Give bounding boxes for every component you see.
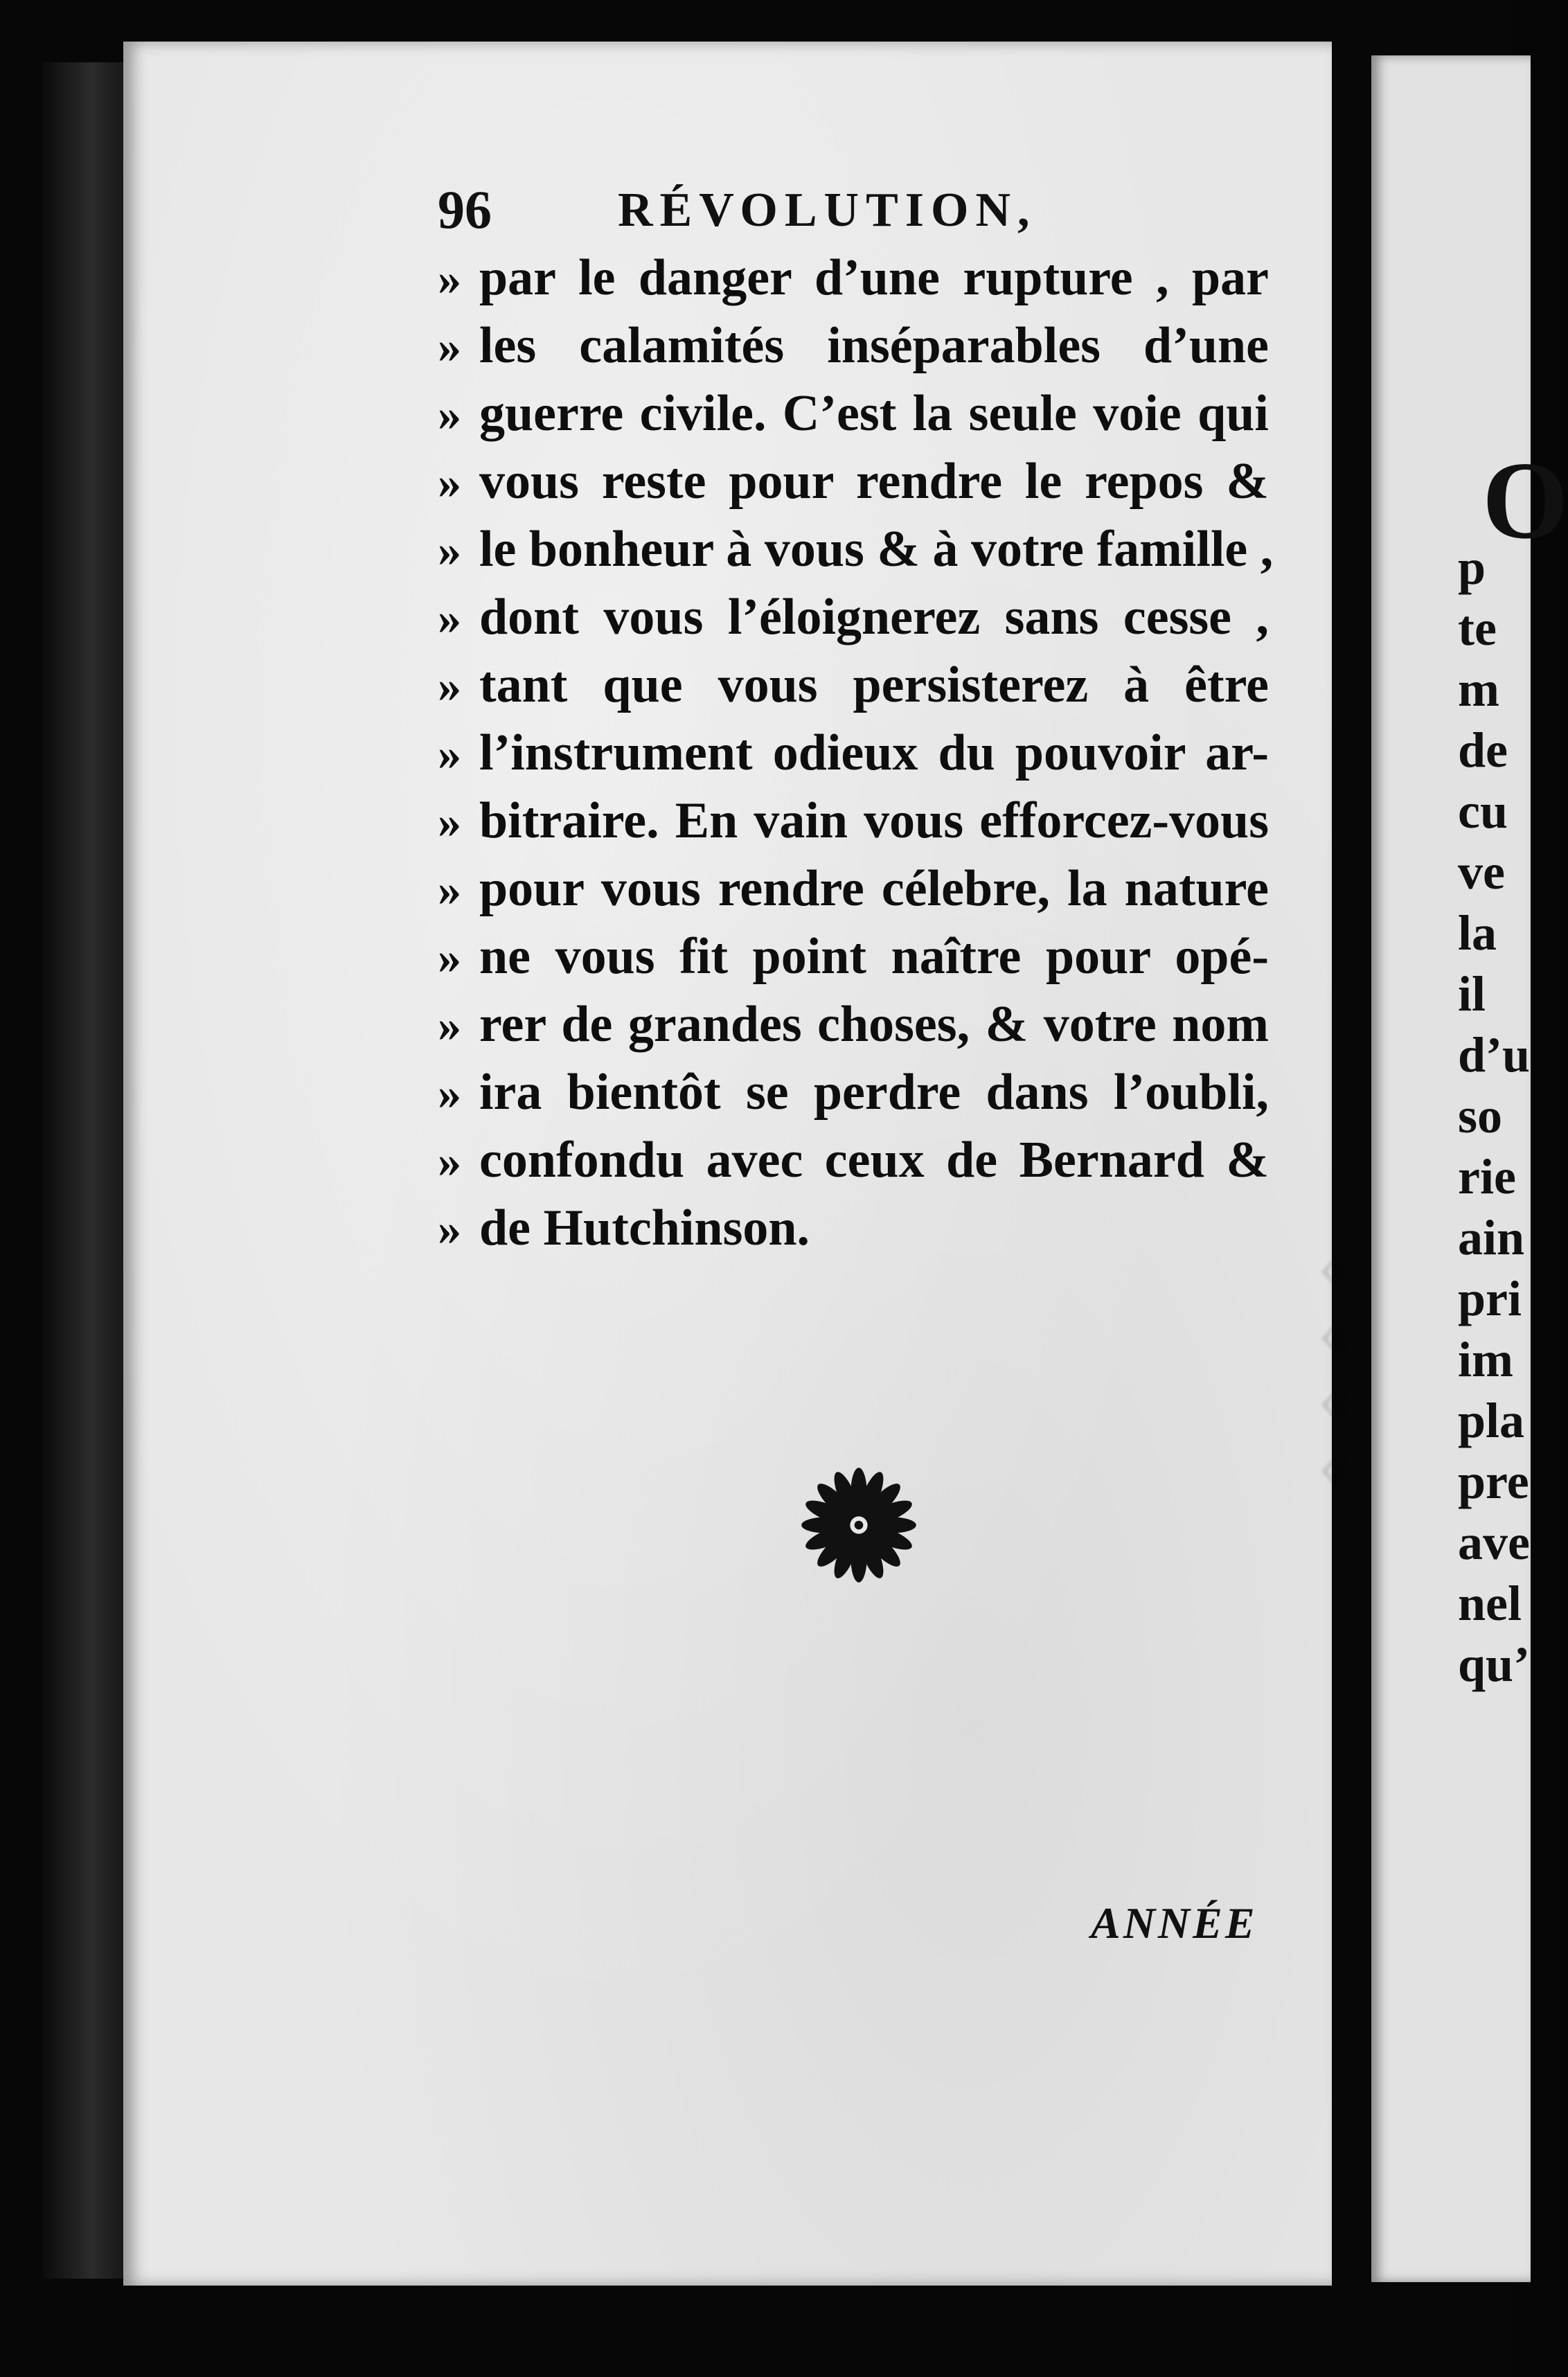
line-text: le bonheur à vous & à votre famille , xyxy=(479,521,1274,578)
text-line xyxy=(438,312,1269,380)
text-line xyxy=(438,855,1269,923)
line-text: guerre civile. C’est la seule voie qui xyxy=(479,385,1269,442)
guillemet-mark: » xyxy=(438,1067,461,1119)
facing-line-fragment: la xyxy=(1458,905,1497,961)
text-line xyxy=(438,1126,1269,1194)
guillemet-mark: » xyxy=(438,999,461,1051)
text-line xyxy=(438,583,1269,651)
text-line xyxy=(438,719,1269,787)
guillemet-mark: » xyxy=(438,727,461,780)
guillemet-mark: » xyxy=(438,456,461,508)
text-line xyxy=(438,1058,1269,1126)
facing-line-fragment: de xyxy=(1458,722,1508,778)
line-text: vous reste pour rendre le repos & xyxy=(479,453,1269,510)
line-text: les calamités inséparables d’une xyxy=(479,317,1269,374)
facing-page-text xyxy=(1458,537,1530,1695)
guillemet-mark: » xyxy=(438,320,461,373)
facing-line-fragment: nel xyxy=(1458,1576,1522,1631)
facing-line-fragment: te xyxy=(1458,600,1497,656)
facing-line-fragment: so xyxy=(1458,1088,1503,1143)
show-through-text: » » » » xyxy=(1090,1232,1349,1499)
text-line xyxy=(438,923,1269,990)
text-line xyxy=(438,651,1269,719)
printer-flower-icon xyxy=(796,1463,921,1587)
facing-line-fragment: d’u xyxy=(1458,1027,1531,1083)
text-line xyxy=(438,515,1274,583)
line-text: ira bientôt se perdre dans l’oubli, xyxy=(479,1064,1269,1121)
text-line xyxy=(438,447,1269,515)
body-text xyxy=(438,244,1274,1262)
line-text: par le danger d’une rupture , par xyxy=(479,249,1269,306)
line-text: l’instrument odieux du pouvoir ar- xyxy=(479,724,1269,781)
guillemet-mark: » xyxy=(438,524,461,576)
facing-line-fragment: ve xyxy=(1458,844,1505,900)
line-text: pour vous rendre célebre, la nature xyxy=(479,860,1269,917)
line-text: confondu avec ceux de Bernard & xyxy=(479,1132,1269,1188)
line-text: ne vous fit point naître pour opé- xyxy=(479,928,1269,985)
guillemet-mark: » xyxy=(438,795,461,848)
guillemet-mark: » xyxy=(438,1134,461,1187)
line-text: dont vous l’éloignerez sans cesse , xyxy=(479,589,1269,646)
facing-line-fragment: pre xyxy=(1458,1454,1529,1509)
facing-line-fragment: rie xyxy=(1458,1149,1516,1204)
line-text: tant que vous persisterez à être xyxy=(479,657,1269,713)
facing-line-fragment: im xyxy=(1458,1332,1513,1387)
guillemet-mark: » xyxy=(438,659,461,712)
facing-line-fragment: ave xyxy=(1458,1515,1530,1570)
facing-line-fragment: m xyxy=(1458,661,1499,717)
guillemet-mark: » xyxy=(438,931,461,983)
text-line xyxy=(438,244,1269,312)
facing-line-fragment: pla xyxy=(1458,1393,1525,1448)
facing-line-fragment: p xyxy=(1458,540,1486,595)
text-line xyxy=(438,380,1269,447)
facing-drop-initial: O xyxy=(1482,438,1568,562)
guillemet-mark: » xyxy=(438,863,461,916)
running-title: RÉVOLUTION, xyxy=(618,184,1037,237)
facing-line-fragment: il xyxy=(1458,966,1486,1022)
guillemet-mark: » xyxy=(438,388,461,440)
catchword: ANNÉE xyxy=(1091,1898,1258,1948)
facing-line-fragment: pri xyxy=(1458,1271,1522,1326)
facing-line-fragment: cu xyxy=(1458,783,1508,839)
text-line xyxy=(438,990,1269,1058)
facing-line-fragment: ain xyxy=(1458,1210,1525,1265)
guillemet-mark: » xyxy=(438,252,461,305)
line-text: rer de grandes choses, & votre nom xyxy=(479,996,1269,1053)
guillemet-mark: » xyxy=(438,1202,461,1255)
facing-line-fragment: qu’ xyxy=(1458,1637,1531,1692)
text-line xyxy=(438,787,1269,855)
line-text: de Hutchinson. xyxy=(479,1200,810,1256)
page-number: 96 xyxy=(438,179,492,240)
guillemet-mark: » xyxy=(438,591,461,644)
text-line xyxy=(438,1194,1269,1262)
line-text: bitraire. En vain vous efforcez-vous xyxy=(479,792,1269,849)
